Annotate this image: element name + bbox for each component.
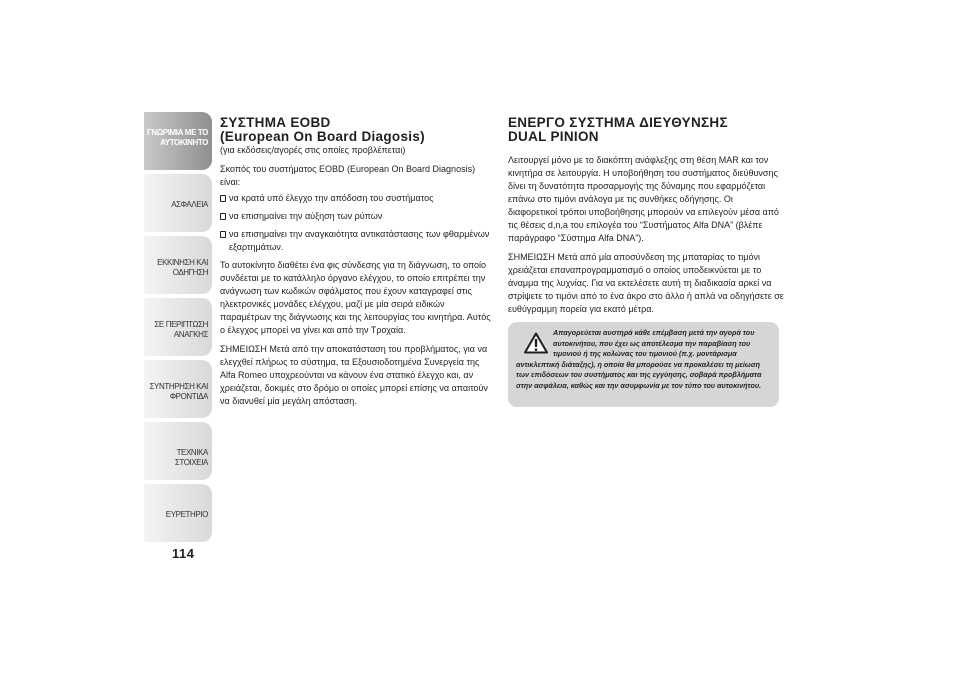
warning-text-indented: Απαγορεύεται αυστηρά κάθε επέμβαση μετά την αγορά του αυτοκινήτου, που έχει ως αποτέλεσμα την παραβίαση του τιμονιού ή της κολώνας του τιμονιού (π.χ. μοντάρισμα: [553, 328, 755, 358]
tab-safety[interactable]: [144, 174, 212, 232]
tab-label: ΟΔΗΓΗΣΗ: [172, 268, 208, 277]
eobd-section: [220, 116, 496, 411]
tab-label: ΓΝΩΡΙΜΙΑ ΜΕ ΤΟ: [146, 128, 208, 137]
list-item: [220, 228, 496, 254]
tab-label: ΣΥΝΤΗΡΗΣΗ ΚΑΙ: [149, 382, 208, 391]
tab-label: ΑΥΤΟΚΙΝΗΤΟ: [160, 138, 208, 147]
tab-emergency[interactable]: [144, 298, 212, 356]
tab-label: ΑΣΦΑΛΕΙΑ: [171, 200, 208, 209]
section-subtitle: (για εκδόσεις/αγορές στις οποίες προβλέπεται): [220, 145, 406, 155]
note-paragraph: ΣΗΜΕΙΩΣΗ Μετά από μία αποσύνδεση της μπαταρίας το τιμόνι χρειάζεται επαναπρογραμματισμό ο οποίος υποδεικνύεται με το άναμμα της λυχνίας. Για να εκτελέσετε αυτή τη διαδικασία αρκεί να στρίψετε το τιμόνι από το ένα άκρο στο άλλο ή απλά να οδηγήσετε σε ευθύγραμμη πορεία για εκατό μέτρα.: [508, 252, 784, 314]
tab-label: ΕΚΚΙΝΗΣΗ ΚΑΙ: [157, 258, 208, 267]
tab-starting-driving[interactable]: [144, 236, 212, 294]
section-title-subline: DUAL PINION: [508, 129, 599, 144]
section-title-subline: (European On Board Diagosis): [220, 129, 425, 144]
warning-text: [516, 328, 774, 391]
intro-paragraph: Σκοπός του συστήματος EOBD (European On Board Diagnosis) είναι:: [220, 164, 476, 187]
tab-maintenance-care[interactable]: [144, 360, 212, 418]
page-number: 114: [172, 546, 195, 561]
tab-technical-data[interactable]: [144, 422, 212, 480]
dual-pinion-section: [508, 116, 784, 319]
list-item-text: να κρατά υπό έλεγχο την απόδοση του συστήματος: [229, 193, 434, 203]
section-title: ΣΥΣΤΗΜΑ EOBD: [220, 115, 331, 130]
tab-label: ΣΕ ΠΕΡΙΠΤΩΣΗ: [154, 320, 208, 329]
tab-label: ΤΕΧΝΙΚΑ ΣΤΟΙΧΕΙΑ: [174, 448, 208, 467]
checkbox-bullet-icon: [220, 195, 226, 202]
steering-paragraph: Λειτουργεί μόνο με το διακόπτη ανάφλεξης στη θέση MAR και τον κινητήρα σε λειτουργία. Η υποβοήθηση του συστήματος διεύθυνσης δίνει τη δυνατότητα προσαρμογής της δύναμης που εφαρμόζεται επάνω στο τιμόνι ανάλογα με τις συνθήκες οδήγησης. Οι διαφορετικοί τρόποι υποβοήθησης μπορούν να επιλεγούν μέσα από τις θέσεις d,n,a του επιλογέα του “Συστήματος Alfa DNA” (βλέπε παράγραφο “Σύστημα Alfa DNA”).: [508, 155, 779, 243]
section-title: ΕΝΕΡΓΟ ΣΥΣΤΗΜΑ ΔΙΕΥΘΥΝΣΗΣ: [508, 115, 728, 130]
note-paragraph: ΣΗΜΕΙΩΣΗ Μετά από την αποκατάσταση του προβλήματος, για να ελεγχθεί πλήρως το σύστημα, τα Εξουσιοδοτημένα Συνεργεία της Alfa Romeo υποχρεούνται να κάνουν ένα στατικό έλεγχο και, αν χρειάζεται, δοκιμές στο δρόμο οι οποίες μπορεί επίσης να απαιτούν να διανυθεί μία μεγάλη απόσταση.: [220, 344, 488, 406]
tab-label: ΦΡΟΝΤΙΔΑ: [169, 392, 208, 401]
list-item: [220, 210, 496, 223]
warning-box: [508, 322, 779, 407]
tab-index[interactable]: [144, 484, 212, 542]
tab-label: ΑΝΑΓΚΗΣ: [173, 330, 208, 339]
checkbox-bullet-icon: [220, 231, 226, 238]
list-item-text: να επισημαίνει την αύξηση των ρύπων: [229, 211, 383, 221]
diagnosis-paragraph: Το αυτοκίνητο διαθέτει ένα φις σύνδεσης για τη διάγνωση, το οποίο συνδέεται με το κατάλληλο όργανο ελέγχου, το οποίο επιτρέπει την ανάγνωση των κωδικών σφάλματος που έχουν καταγραφεί στις ηλεκτρονικές μονάδες ελέγχου, μαζί με μία σειρά ειδικών παραμέτρων της διάγνωσης και της λειτουργίας του κινητήρα. Αυτός ο έλεγχος μπορεί να γίνει και από την Τροχαία.: [220, 260, 491, 335]
list-item: [220, 192, 496, 205]
list-item-text: να επισημαίνει την αναγκαιότητα αντικατάστασης των φθαρμένων εξαρτημάτων.: [229, 229, 490, 252]
checkbox-bullet-icon: [220, 213, 226, 220]
tab-getting-to-know-car[interactable]: [144, 112, 212, 170]
tab-label: ΕΥΡΕΤΗΡΙΟ: [165, 510, 208, 519]
warning-text-full: αντικλεπτική διάταξης), η οποία θα μπορούσε να προκαλέσει τη μείωση των επιδόσεων του συστήματος και της εγγύησης, σοβαρά προβλήματα στην ασφάλεια, καθώς και την ασυμφωνία με τον τύπο του αυτοκινήτου.: [516, 359, 762, 390]
